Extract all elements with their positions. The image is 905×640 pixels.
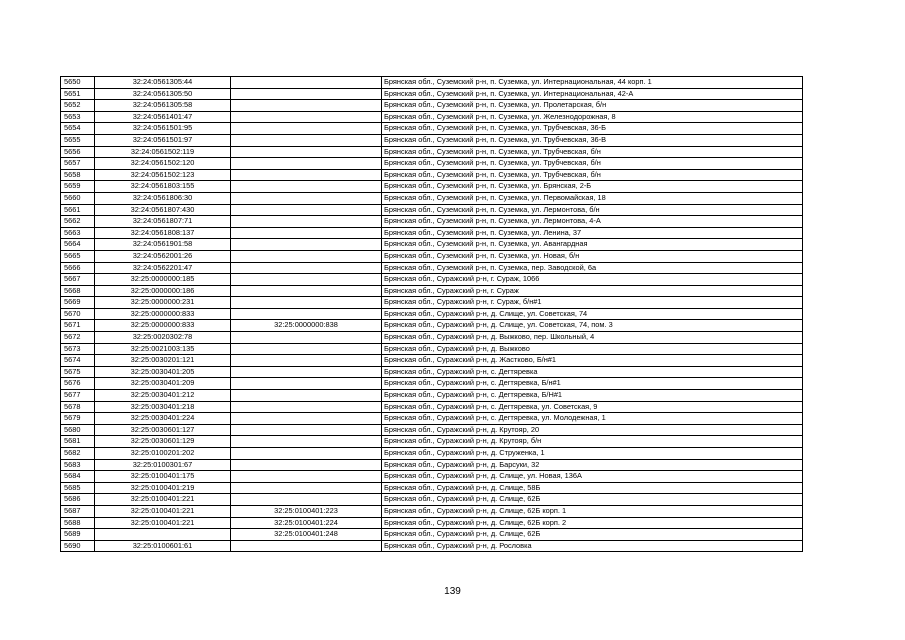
related-cadastral-number-cell [231,216,382,228]
related-cadastral-number-cell [231,401,382,413]
cadastral-number-cell: 32:25:0100401:175 [95,471,231,483]
cadastral-number-cell: 32:25:0000000:833 [95,320,231,332]
related-cadastral-number-cell [231,459,382,471]
address-cell: Брянская обл., Суражский р-н, с. Дегтяревка [382,366,803,378]
table-row [61,274,803,286]
related-cadastral-number-cell [231,77,382,89]
related-cadastral-number-cell [231,482,382,494]
row-number-cell: 5688 [61,517,95,529]
address-cell: Брянская обл., Суражский р-н, д. Крутояр, 20 [382,424,803,436]
table-row [61,320,803,332]
table-row [61,413,803,425]
table-row [61,146,803,158]
table-row [61,123,803,135]
address-cell: Брянская обл., Суземский р-н, п. Суземка, ул. Железнодорожная, 8 [382,111,803,123]
cadastral-number-cell: 32:24:0561807:430 [95,204,231,216]
related-cadastral-number-cell [231,540,382,552]
table-row [61,100,803,112]
table-row [61,343,803,355]
address-cell: Брянская обл., Суражский р-н, д. Слище, ул. Советская, 74, пом. 3 [382,320,803,332]
table-row [61,401,803,413]
cadastral-number-cell: 32:25:0100201:202 [95,448,231,460]
related-cadastral-number-cell [231,332,382,344]
row-number-cell: 5663 [61,227,95,239]
row-number-cell: 5676 [61,378,95,390]
table-row [61,111,803,123]
table-row [61,355,803,367]
related-cadastral-number-cell [231,123,382,135]
related-cadastral-number-cell [231,88,382,100]
related-cadastral-number-cell [231,204,382,216]
table-row [61,332,803,344]
cadastral-number-cell: 32:25:0000000:231 [95,297,231,309]
address-cell: Брянская обл., Суземский р-н, п. Суземка, ул. Первомайская, 18 [382,192,803,204]
address-cell: Брянская обл., Суражский р-н, г. Сураж, 1066 [382,274,803,286]
related-cadastral-number-cell [231,239,382,251]
row-number-cell: 5650 [61,77,95,89]
table-row [61,239,803,251]
table-row [61,204,803,216]
related-cadastral-number-cell [231,274,382,286]
table-row [61,505,803,517]
row-number-cell: 5675 [61,366,95,378]
table-row [61,424,803,436]
row-number-cell: 5664 [61,239,95,251]
address-cell: Брянская обл., Суражский р-н, д. Струженка, 1 [382,448,803,460]
cadastral-number-cell: 32:25:0030401:205 [95,366,231,378]
row-number-cell: 5670 [61,308,95,320]
row-number-cell: 5685 [61,482,95,494]
cadastral-number-cell: 32:24:0562001:26 [95,250,231,262]
related-cadastral-number-cell: 32:25:0100401:248 [231,529,382,541]
address-cell: Брянская обл., Суземский р-н, п. Суземка, ул. Трубчевская, 36-Б [382,123,803,135]
cadastral-number-cell: 32:25:0030601:129 [95,436,231,448]
related-cadastral-number-cell [231,158,382,170]
cadastral-number-cell: 32:25:0030401:212 [95,390,231,402]
row-number-cell: 5659 [61,181,95,193]
cadastral-number-cell: 32:25:0100401:219 [95,482,231,494]
cadastral-number-cell: 32:24:0561807:71 [95,216,231,228]
address-cell: Брянская обл., Суражский р-н, с. Дегтяревка, Б/н#1 [382,378,803,390]
cadastral-number-cell: 32:24:0561901:58 [95,239,231,251]
records-table [60,76,803,552]
row-number-cell: 5671 [61,320,95,332]
row-number-cell: 5653 [61,111,95,123]
related-cadastral-number-cell [231,227,382,239]
table-row [61,169,803,181]
address-cell: Брянская обл., Суражский р-н, д. Барсуки, 32 [382,459,803,471]
related-cadastral-number-cell [231,262,382,274]
row-number-cell: 5658 [61,169,95,181]
row-number-cell: 5679 [61,413,95,425]
table-row [61,308,803,320]
address-cell: Брянская обл., Суражский р-н, д. Слище, 62Б корп. 2 [382,517,803,529]
address-cell: Брянская обл., Суражский р-н, д. Слище, 62Б [382,529,803,541]
cadastral-number-cell: 32:25:0100401:221 [95,494,231,506]
address-cell: Брянская обл., Суражский р-н, с. Дегтяревка, ул. Советская, 9 [382,401,803,413]
row-number-cell: 5678 [61,401,95,413]
related-cadastral-number-cell [231,297,382,309]
row-number-cell: 5657 [61,158,95,170]
table-row [61,482,803,494]
cadastral-number-cell: 32:25:0000000:186 [95,285,231,297]
address-cell: Брянская обл., Суражский р-н, д. Слище, ул. Советская, 74 [382,308,803,320]
row-number-cell: 5686 [61,494,95,506]
cadastral-number-cell: 32:24:0561502:123 [95,169,231,181]
row-number-cell: 5669 [61,297,95,309]
address-cell: Брянская обл., Суземский р-н, п. Суземка, ул. Новая, б/н [382,250,803,262]
address-cell: Брянская обл., Суземский р-н, п. Суземка, ул. Ленина, 37 [382,227,803,239]
cadastral-number-cell: 32:25:0100401:221 [95,505,231,517]
row-number-cell: 5668 [61,285,95,297]
related-cadastral-number-cell [231,366,382,378]
row-number-cell: 5683 [61,459,95,471]
row-number-cell: 5684 [61,471,95,483]
row-number-cell: 5651 [61,88,95,100]
table-row [61,181,803,193]
related-cadastral-number-cell [231,436,382,448]
related-cadastral-number-cell: 32:25:0100401:224 [231,517,382,529]
address-cell: Брянская обл., Суражский р-н, г. Сураж, б/н#1 [382,297,803,309]
table-row [61,436,803,448]
cadastral-number-cell: 32:25:0030401:209 [95,378,231,390]
related-cadastral-number-cell [231,250,382,262]
address-cell: Брянская обл., Суземский р-н, п. Суземка, ул. Трубчевская, б/н [382,169,803,181]
cadastral-number-cell: 32:25:0021003:135 [95,343,231,355]
related-cadastral-number-cell [231,111,382,123]
address-cell: Брянская обл., Суражский р-н, д. Выжково [382,343,803,355]
related-cadastral-number-cell [231,448,382,460]
related-cadastral-number-cell [231,413,382,425]
related-cadastral-number-cell [231,343,382,355]
related-cadastral-number-cell: 32:25:0100401:223 [231,505,382,517]
address-cell: Брянская обл., Суземский р-н, п. Суземка, ул. Трубчевская, б/н [382,158,803,170]
row-number-cell: 5689 [61,529,95,541]
records-table-body [61,77,803,552]
address-cell: Брянская обл., Суражский р-н, с. Дегтяревка, Б/Н#1 [382,390,803,402]
address-cell: Брянская обл., Суражский р-н, д. Жастково, Б/н#1 [382,355,803,367]
page-number: 139 [444,586,461,597]
related-cadastral-number-cell: 32:25:0000000:838 [231,320,382,332]
cadastral-number-cell: 32:24:0561502:119 [95,146,231,158]
row-number-cell: 5667 [61,274,95,286]
related-cadastral-number-cell [231,134,382,146]
cadastral-number-cell: 32:25:0030401:218 [95,401,231,413]
row-number-cell: 5666 [61,262,95,274]
row-number-cell: 5665 [61,250,95,262]
table-row [61,517,803,529]
table-row [61,448,803,460]
cadastral-number-cell: 32:25:0100401:221 [95,517,231,529]
row-number-cell: 5677 [61,390,95,402]
related-cadastral-number-cell [231,424,382,436]
address-cell: Брянская обл., Суземский р-н, п. Суземка, ул. Трубчевская, б/н [382,146,803,158]
related-cadastral-number-cell [231,378,382,390]
cadastral-number-cell: 32:24:0561305:58 [95,100,231,112]
row-number-cell: 5652 [61,100,95,112]
related-cadastral-number-cell [231,146,382,158]
related-cadastral-number-cell [231,192,382,204]
related-cadastral-number-cell [231,169,382,181]
row-number-cell: 5672 [61,332,95,344]
cadastral-number-cell: 32:24:0561501:97 [95,134,231,146]
table-row [61,227,803,239]
row-number-cell: 5690 [61,540,95,552]
address-cell: Брянская обл., Суражский р-н, д. Слище, 62Б корп. 1 [382,505,803,517]
related-cadastral-number-cell [231,181,382,193]
table-row [61,262,803,274]
address-cell: Брянская обл., Суражский р-н, д. Выжково, пер. Школьный, 4 [382,332,803,344]
row-number-cell: 5673 [61,343,95,355]
table-row [61,158,803,170]
row-number-cell: 5662 [61,216,95,228]
table-row [61,366,803,378]
address-cell: Брянская обл., Суражский р-н, д. Слище, 58Б [382,482,803,494]
related-cadastral-number-cell [231,355,382,367]
row-number-cell: 5655 [61,134,95,146]
address-cell: Брянская обл., Суземский р-н, п. Суземка, ул. Интернациональная, 42-А [382,88,803,100]
cadastral-number-cell: 32:24:0561806:30 [95,192,231,204]
cadastral-number-cell: 32:25:0000000:833 [95,308,231,320]
related-cadastral-number-cell [231,390,382,402]
cadastral-number-cell: 32:25:0020302:78 [95,332,231,344]
address-cell: Брянская обл., Суземский р-н, п. Суземка, ул. Лермонтова, б/н [382,204,803,216]
address-cell: Брянская обл., Суражский р-н, с. Дегтяревка, ул. Молодежная, 1 [382,413,803,425]
table-row [61,540,803,552]
table-row [61,529,803,541]
table-row [61,390,803,402]
cadastral-number-cell: 32:25:0000000:185 [95,274,231,286]
address-cell: Брянская обл., Суражский р-н, д. Слище, 62Б [382,494,803,506]
table-row [61,459,803,471]
cadastral-number-cell: 32:25:0030601:127 [95,424,231,436]
table-row [61,88,803,100]
cadastral-number-cell: 32:24:0561305:44 [95,77,231,89]
address-cell: Брянская обл., Суземский р-н, п. Суземка, ул. Трубчевская, 36-В [382,134,803,146]
cadastral-number-cell [95,529,231,541]
table-row [61,134,803,146]
cadastral-number-cell: 32:25:0030401:224 [95,413,231,425]
address-cell: Брянская обл., Суземский р-н, п. Суземка, ул. Пролетарская, б/н [382,100,803,112]
related-cadastral-number-cell [231,285,382,297]
row-number-cell: 5656 [61,146,95,158]
table-row [61,192,803,204]
table-row [61,471,803,483]
address-cell: Брянская обл., Суражский р-н, д. Слище, ул. Новая, 136А [382,471,803,483]
row-number-cell: 5674 [61,355,95,367]
related-cadastral-number-cell [231,494,382,506]
row-number-cell: 5654 [61,123,95,135]
related-cadastral-number-cell [231,471,382,483]
address-cell: Брянская обл., Суземский р-н, п. Суземка, ул. Лермонтова, 4-А [382,216,803,228]
address-cell: Брянская обл., Суземский р-н, п. Суземка, ул. Брянская, 2-Б [382,181,803,193]
address-cell: Брянская обл., Суражский р-н, г. Сураж [382,285,803,297]
cadastral-number-cell: 32:25:0100301:67 [95,459,231,471]
cadastral-number-cell: 32:25:0100601:61 [95,540,231,552]
cadastral-number-cell: 32:24:0561401:47 [95,111,231,123]
table-row [61,297,803,309]
row-number-cell: 5660 [61,192,95,204]
related-cadastral-number-cell [231,308,382,320]
cadastral-number-cell: 32:24:0561502:120 [95,158,231,170]
address-cell: Брянская обл., Суражский р-н, д. Крутояр, б/н [382,436,803,448]
table-row [61,216,803,228]
cadastral-number-cell: 32:24:0561501:95 [95,123,231,135]
table-row [61,378,803,390]
cadastral-number-cell: 32:24:0561803:155 [95,181,231,193]
related-cadastral-number-cell [231,100,382,112]
cadastral-number-cell: 32:24:0561305:50 [95,88,231,100]
row-number-cell: 5681 [61,436,95,448]
row-number-cell: 5682 [61,448,95,460]
table-row [61,250,803,262]
table-row [61,285,803,297]
table-row [61,77,803,89]
cadastral-number-cell: 32:24:0561808:137 [95,227,231,239]
row-number-cell: 5680 [61,424,95,436]
address-cell: Брянская обл., Суземский р-н, п. Суземка, пер. Заводской, 6а [382,262,803,274]
address-cell: Брянская обл., Суземский р-н, п. Суземка, ул. Авангардная [382,239,803,251]
address-cell: Брянская обл., Суземский р-н, п. Суземка, ул. Интернациональная, 44 корп. 1 [382,77,803,89]
cadastral-number-cell: 32:24:0562201:47 [95,262,231,274]
row-number-cell: 5661 [61,204,95,216]
address-cell: Брянская обл., Суражский р-н, д. Рословка [382,540,803,552]
cadastral-number-cell: 32:25:0030201:121 [95,355,231,367]
table-row [61,494,803,506]
row-number-cell: 5687 [61,505,95,517]
